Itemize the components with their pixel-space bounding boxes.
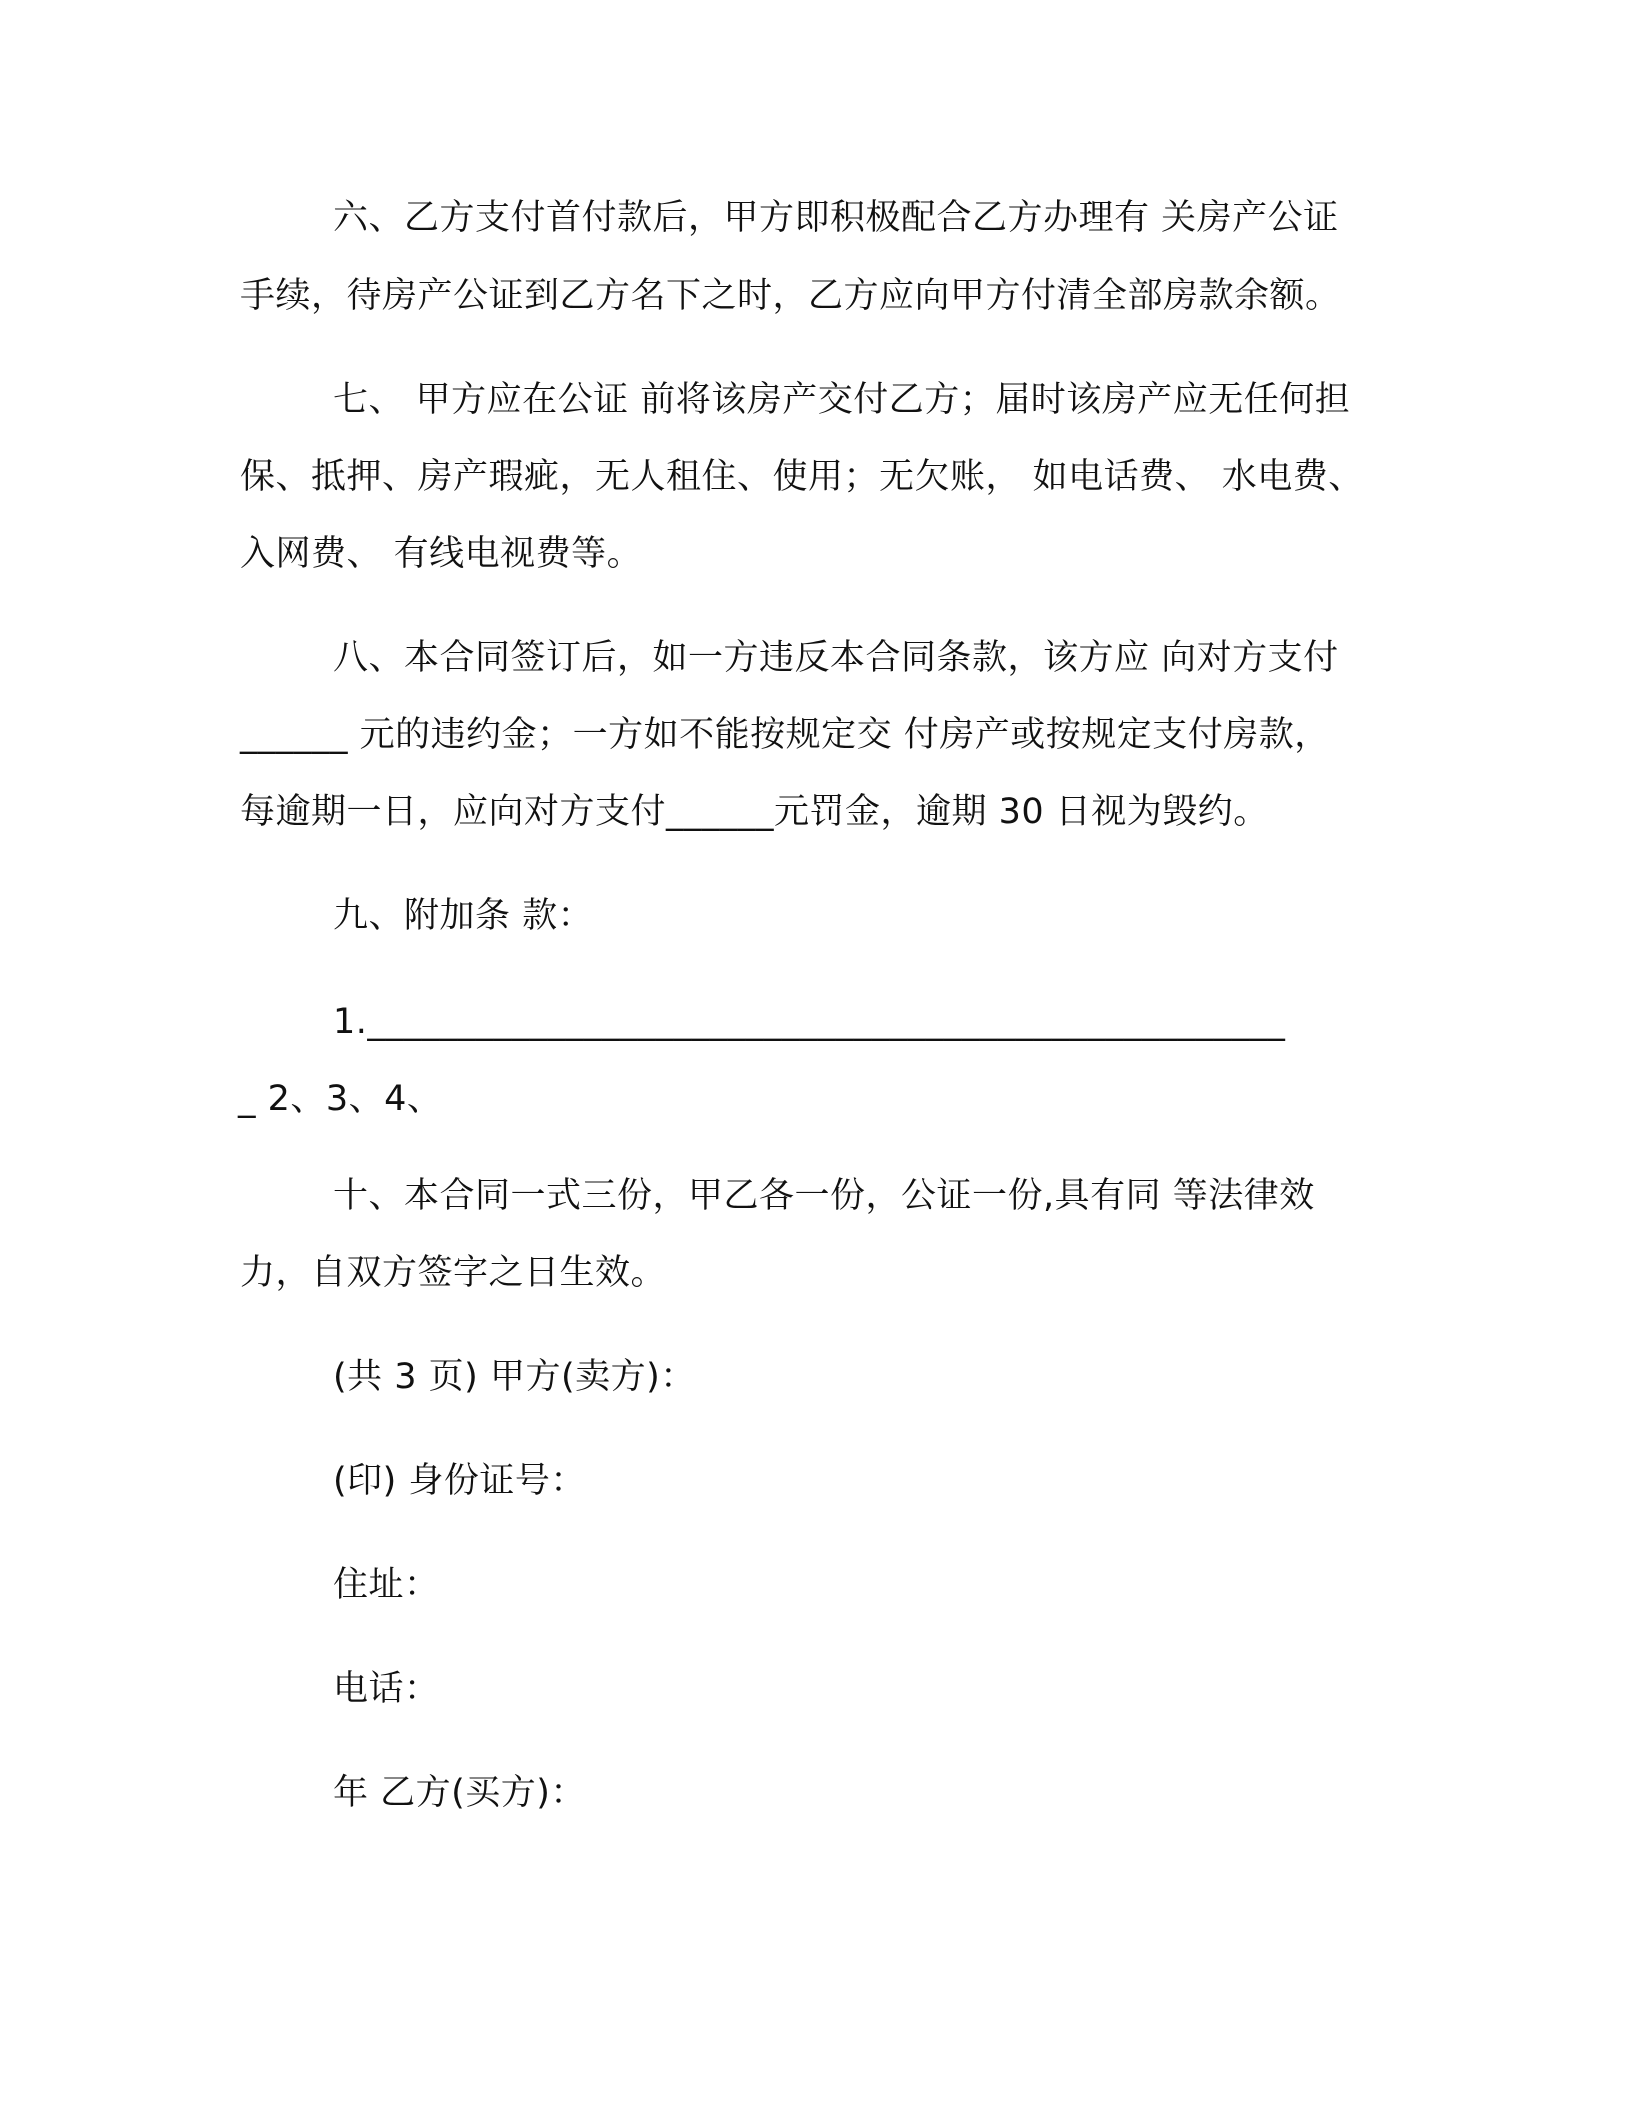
clause-10-line-2: 力，自双方签字之日生效。 [240, 1253, 667, 1293]
clause-6-line-1: 六、乙方支付首付款后，甲方即积极配合乙方办理有 关房产公证 [333, 198, 1339, 238]
seller-signature-label: (共 3 页) 甲方(卖方)： [333, 1357, 696, 1397]
additional-term-1: 1.___________________________________________________ [333, 1002, 1286, 1042]
seller-phone-label: 电话： [333, 1669, 440, 1709]
clause-9-heading: 九、附加条 款： [333, 896, 594, 936]
clause-6-line-2: 手续，待房产公证到乙方名下之时，乙方应向甲方付清全部房款余额。 [240, 276, 1341, 316]
seller-id-number-label: (印) 身份证号： [333, 1461, 586, 1501]
clause-7-line-3: 入网费、 有线电视费等。 [240, 534, 643, 574]
clause-8-line-2: ______ 元的违约金；一方如不能按规定交 付房产或按规定支付房款， [240, 715, 1330, 755]
seller-address-label: 住址： [333, 1565, 440, 1605]
clause-8-line-1: 八、本合同签订后，如一方违反本合同条款，该方应 向对方支付 [333, 638, 1339, 678]
additional-terms-2-4: _ 2、3、4、 [238, 1079, 443, 1119]
clause-7-line-2: 保、抵押、房产瑕疵，无人租住、使用；无欠账， 如电话费、 水电费、 [240, 457, 1364, 497]
clause-8-line-3: 每逾期一日，应向对方支付______元罚金，逾期 30 日视为毁约。 [240, 792, 1269, 832]
clause-7-line-1: 七、 甲方应在公证 前将该房产交付乙方；届时该房产应无任何担 [333, 380, 1351, 420]
buyer-signature-label: 年 乙方(买方)： [333, 1773, 586, 1813]
clause-10-line-1: 十、本合同一式三份，甲乙各一份，公证一份,具有同 等法律效 [333, 1176, 1315, 1216]
